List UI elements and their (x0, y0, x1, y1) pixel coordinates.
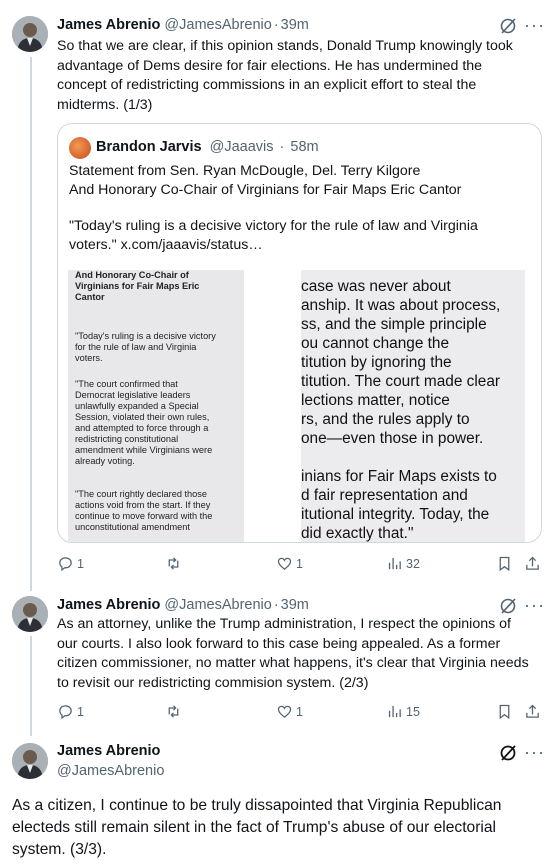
author-name[interactable]: James Abrenio (57, 743, 161, 759)
retweet-icon (165, 555, 182, 572)
bookmark-icon (496, 555, 513, 572)
timestamp[interactable]: 39m (280, 597, 309, 613)
image-text: and attempted to force through a (75, 423, 209, 433)
quote-image-left[interactable] (68, 270, 244, 543)
share-icon (524, 703, 541, 720)
thread-line-1 (30, 57, 32, 591)
quote-image-right[interactable] (301, 270, 525, 543)
image-text: lections matter, notice (301, 392, 450, 409)
reply-button[interactable] (57, 555, 84, 572)
grok-icon[interactable] (499, 597, 517, 615)
reply-count: 1 (77, 556, 84, 571)
author-name[interactable]: James Abrenio (57, 17, 161, 33)
tweet-text-line: midterms. (1/3) (57, 96, 153, 113)
avatar[interactable] (12, 743, 48, 779)
quote-link[interactable]: x.com/jaaavis/status… (120, 237, 263, 253)
author-handle[interactable]: @JamesAbrenio (164, 17, 272, 33)
tweet-header (57, 596, 309, 614)
separator-dot: · (279, 139, 285, 155)
image-text: And Honorary Co-Chair of (75, 270, 189, 280)
tweet-text (57, 615, 542, 693)
tweet-text-line: concept of redistricting commissions in an explicit effort to steal the (57, 77, 477, 93)
image-text: actions void from the start. If they (75, 500, 211, 510)
tweet-text-line: So that we are clear, if this opinion stands, Donald Trump knowingly took (57, 38, 513, 54)
thread-line-2 (30, 636, 32, 736)
like-button[interactable] (276, 703, 303, 720)
author-handle[interactable]: @JamesAbrenio (164, 597, 272, 613)
grok-icon[interactable] (499, 744, 517, 762)
quote-tweet[interactable] (57, 123, 542, 543)
share-button[interactable] (524, 555, 541, 572)
image-text: ou cannot change the (301, 335, 450, 352)
views-icon (386, 703, 403, 720)
author-handle[interactable]: @JamesAbrenio (57, 763, 165, 779)
image-text: Democrat legislative leaders (75, 390, 191, 400)
quote-text-line: Statement from Sen. Ryan McDougle, Del. Terry Kilgore (69, 163, 421, 179)
image-text: titution. The court made clear (301, 373, 501, 390)
image-text: unlawfully expanded a Special (75, 401, 199, 411)
retweet-button[interactable] (165, 703, 185, 720)
quote-header (96, 138, 319, 156)
image-text: for the rule of law and Virginia (75, 342, 197, 352)
bookmark-icon (496, 703, 513, 720)
image-text: already voting. (75, 456, 135, 466)
separator-dot: · (273, 597, 279, 613)
quote-timestamp[interactable]: 58m (290, 139, 319, 155)
more-icon[interactable]: ··· (524, 15, 545, 35)
image-text: voters. (75, 353, 103, 363)
tweet-text-line: to revisit our redistricting commision system. (2/3) (57, 674, 369, 691)
bookmark-button[interactable] (496, 555, 513, 572)
reply-icon (57, 703, 74, 720)
quote-text-line: "Today's ruling is a decisive victory for the rule of law and Virginia (69, 218, 478, 234)
separator-dot: · (273, 17, 279, 33)
image-text: unconstitutional amendment (75, 522, 190, 532)
image-text: "The court rightly declared those (75, 489, 207, 499)
tweet-text (12, 795, 542, 861)
tweet-text-line: citizen commissioner, no matter what happens, it's clear that Virginia needs (57, 655, 529, 671)
author-name[interactable]: James Abrenio (57, 597, 161, 613)
retweet-icon (165, 703, 182, 720)
image-text: inians for Fair Maps exists to (301, 468, 497, 485)
quote-author-name[interactable]: Brandon Jarvis (96, 139, 202, 155)
retweet-button[interactable] (165, 555, 185, 572)
share-button[interactable] (524, 703, 541, 720)
avatar[interactable] (12, 16, 48, 52)
image-text: Virginians for Fair Maps Eric (75, 281, 200, 291)
image-text: ss, and the simple principle (301, 316, 487, 333)
views-count: 15 (406, 704, 420, 719)
reply-button[interactable] (57, 703, 84, 720)
image-text: redistricting constitutional (75, 434, 179, 444)
like-count: 1 (296, 704, 303, 719)
more-icon[interactable]: ··· (524, 595, 545, 615)
image-text: "Today's ruling is a decisive victory (75, 331, 216, 341)
views-button[interactable] (386, 703, 420, 720)
tweet-text-line: advantage of Dems desire for fair elections. He has undermined the (57, 57, 483, 74)
image-text: rs, and the rules apply to (301, 411, 470, 428)
image-text: continue to move forward with the (75, 511, 213, 521)
tweet-text-line: electeds still remain silent in the fact of Trump's abuse of our electorial (12, 819, 497, 836)
image-text: case was never about (301, 278, 451, 295)
heart-icon (276, 703, 293, 720)
image-text: Cantor (75, 292, 105, 302)
quote-author-handle[interactable]: @Jaaavis (209, 139, 274, 155)
timestamp[interactable]: 39m (280, 17, 309, 33)
image-text: d fair representation and (301, 487, 468, 504)
quote-avatar[interactable] (69, 137, 91, 159)
tweet-text-line: As an attorney, unlike the Trump administration, I respect the opinions of (57, 616, 511, 632)
image-text: titution by ignoring the (301, 354, 452, 371)
tweet-header (57, 16, 309, 34)
like-count: 1 (296, 556, 303, 571)
image-text: anship. It was about process, (301, 297, 501, 314)
image-text: one—even those in power. (301, 430, 484, 447)
quote-text-line: And Honorary Co-Chair of Virginians for Fair Maps Eric Cantor (69, 182, 462, 198)
quote-text-line (69, 236, 263, 256)
tweet-actions (57, 555, 542, 575)
tweet-actions (57, 703, 542, 723)
image-text: itutional integrity. Today, the (301, 506, 490, 523)
like-button[interactable] (276, 555, 303, 572)
tweet-text-line: As a citizen, I continue to be truly dissapointed that Virginia Republican (12, 797, 502, 814)
image-text: amendment while Virginians were (75, 445, 213, 455)
more-icon[interactable]: ··· (524, 742, 545, 762)
views-count: 32 (406, 556, 420, 571)
tweet-text-line: our courts. I also look forward to this case being appealed. As a former (57, 635, 501, 652)
tweet-text-line: system. (3/3). (12, 841, 107, 858)
share-icon (524, 555, 541, 572)
bookmark-button[interactable] (496, 703, 513, 720)
reply-icon (57, 555, 74, 572)
quote-text: voters." (69, 237, 117, 253)
tweet-text (57, 37, 542, 115)
views-button[interactable] (386, 555, 420, 572)
heart-icon (276, 555, 293, 572)
avatar[interactable] (12, 596, 48, 632)
image-text: did exactly that." (301, 525, 414, 542)
views-icon (386, 555, 403, 572)
image-text: Session, violated their own rules, (75, 412, 210, 422)
grok-icon[interactable] (499, 17, 517, 35)
reply-count: 1 (77, 704, 84, 719)
image-text: "The court confirmed that (75, 379, 178, 389)
